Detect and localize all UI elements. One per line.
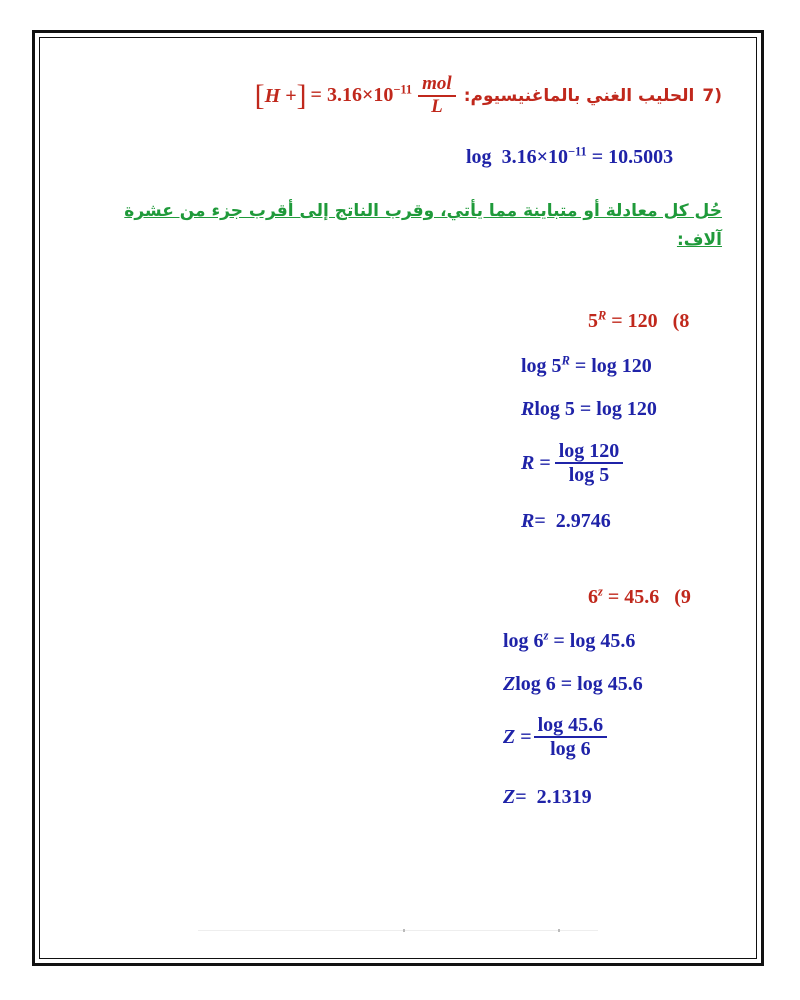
- problem-7-unit: $\frac{\text{mol}}{L}$: [418, 74, 456, 118]
- problem-7-log-line: $\log 3.16\times 10^{-11} = 10.5003$: [466, 144, 674, 168]
- problem-8-fraction: $\frac{\log 120}{\log 5}$: [555, 440, 624, 486]
- page-border: [32, 30, 764, 966]
- footer-tick: [403, 929, 405, 932]
- problem-9-step-3: Z = $\frac{\log 45.6}{\log 6}$: [503, 714, 607, 760]
- footer-tick: [558, 929, 560, 932]
- problem-8-answer: R= 2.9746: [521, 510, 611, 532]
- problem-7-value: = $3.16\times 10^{-11}$: [310, 82, 413, 107]
- instruction-line-1: حُل كل معادلة أو متباينة مما يأتي، وقرب الناتج إلى أقرب جزء من عشرة: [124, 201, 722, 221]
- problem-9-step-1: log 6$^z$ = log 45.6: [503, 628, 636, 652]
- problem-9-fraction: $\frac{\log 45.6}{\log 6}$: [534, 714, 608, 760]
- page-border-inner: [39, 37, 757, 959]
- problem-8-step-3: R = $\frac{\log 120}{\log 5}$: [521, 440, 623, 486]
- footer-strip: [198, 930, 598, 961]
- instruction-line-2: آلاف:: [676, 230, 722, 250]
- problem-9-answer: Z= 2.1319: [503, 786, 592, 808]
- problem-8-equation: $5^R = 120$ 8): [588, 308, 690, 332]
- problem-9-step-2: Zlog 6 = log 45.6: [503, 673, 643, 695]
- problem-7-number: 7): [702, 85, 722, 106]
- problem-8-step-1: $\log 5^R = \log 120$: [521, 353, 652, 377]
- problem-7-label: الحليب الغني بالماغنيسيوم:: [463, 85, 695, 106]
- problem-8-step-2: Rlog 5 = log 120: [521, 398, 657, 420]
- problem-9-equation: 6$^z$ = 45.6 9): [588, 584, 691, 608]
- problem-7-lhs: [H +]: [254, 78, 307, 112]
- problem-7-line: [255, 74, 722, 118]
